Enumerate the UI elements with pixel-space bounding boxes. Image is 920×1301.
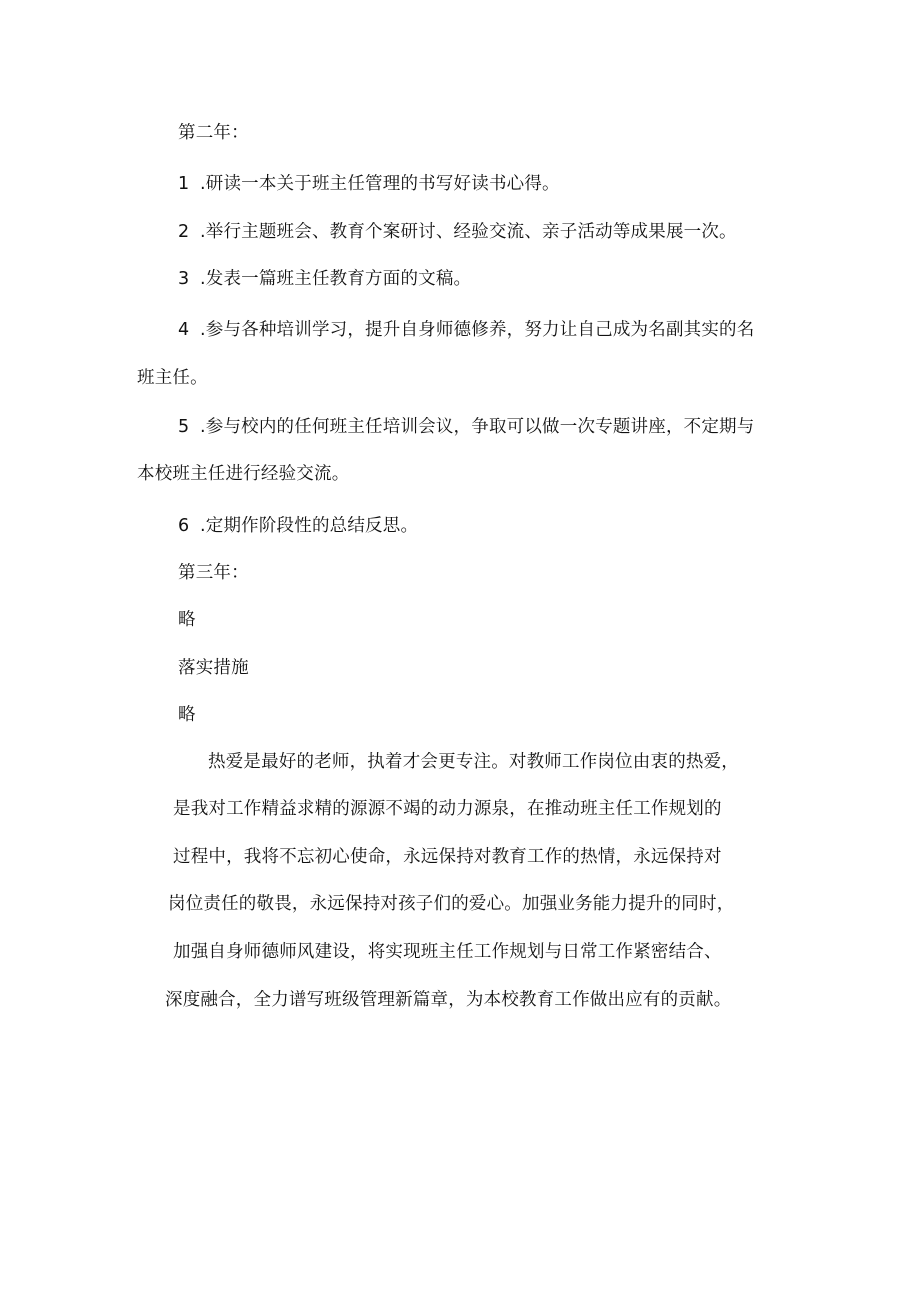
list-item-2: [178, 220, 737, 244]
closing-line-6: 深度融合，全力谱写班级管理新篇章，为本校教育工作做出应有的贡献。: [165, 990, 732, 1010]
item-number: 4: [178, 320, 190, 340]
list-item-4-continuation: 班主任。: [137, 368, 208, 388]
item-text: .定期作阶段性的总结反思。: [200, 516, 419, 536]
year2-heading: 第二年：: [178, 123, 249, 143]
list-item-5-continuation: 本校班主任进行经验交流。: [137, 464, 350, 484]
closing-line-5: 加强自身师德师风建设，将实现班主任工作规划与日常工作紧密结合、: [173, 942, 722, 962]
item-text: .参与各种培训学习，提升自身师德修养，努力让自己成为名副其实的名: [200, 320, 755, 340]
item-number: 1: [178, 174, 190, 194]
item-text: .发表一篇班主任教育方面的文稿。: [200, 269, 472, 289]
list-item-3: [178, 267, 471, 291]
item-text: .举行主题班会、教育个案研讨、经验交流、亲子活动等成果展一次。: [200, 222, 737, 242]
closing-line-2: 是我对工作精益求精的源源不竭的动力源泉，在推动班主任工作规划的: [173, 799, 722, 819]
list-item-5: [178, 415, 754, 439]
year3-body: 略: [178, 610, 196, 630]
item-number: 5: [178, 417, 190, 437]
closing-line-3: 过程中，我将不忘初心使命，永远保持对教育工作的热情，永远保持对: [173, 847, 722, 867]
item-text: .研读一本关于班主任管理的书写好读书心得。: [200, 174, 560, 194]
measures-heading: 落实措施: [178, 658, 249, 678]
closing-line-1: 热爱是最好的老师，执着才会更专注。对教师工作岗位由衷的热爱，: [208, 752, 739, 772]
closing-line-4: 岗位责任的敬畏，永远保持对孩子们的爱心。加强业务能力提升的同时，: [168, 894, 735, 914]
item-number: 2: [178, 222, 190, 242]
list-item-4: [178, 318, 754, 342]
item-number: 3: [178, 269, 190, 289]
year3-heading: 第三年：: [178, 563, 249, 583]
item-number: 6: [178, 516, 190, 536]
measures-body: 略: [178, 705, 196, 725]
list-item-1: [178, 172, 560, 196]
list-item-6: [178, 514, 418, 538]
item-text: .参与校内的任何班主任培训会议，争取可以做一次专题讲座，不定期与: [200, 417, 755, 437]
